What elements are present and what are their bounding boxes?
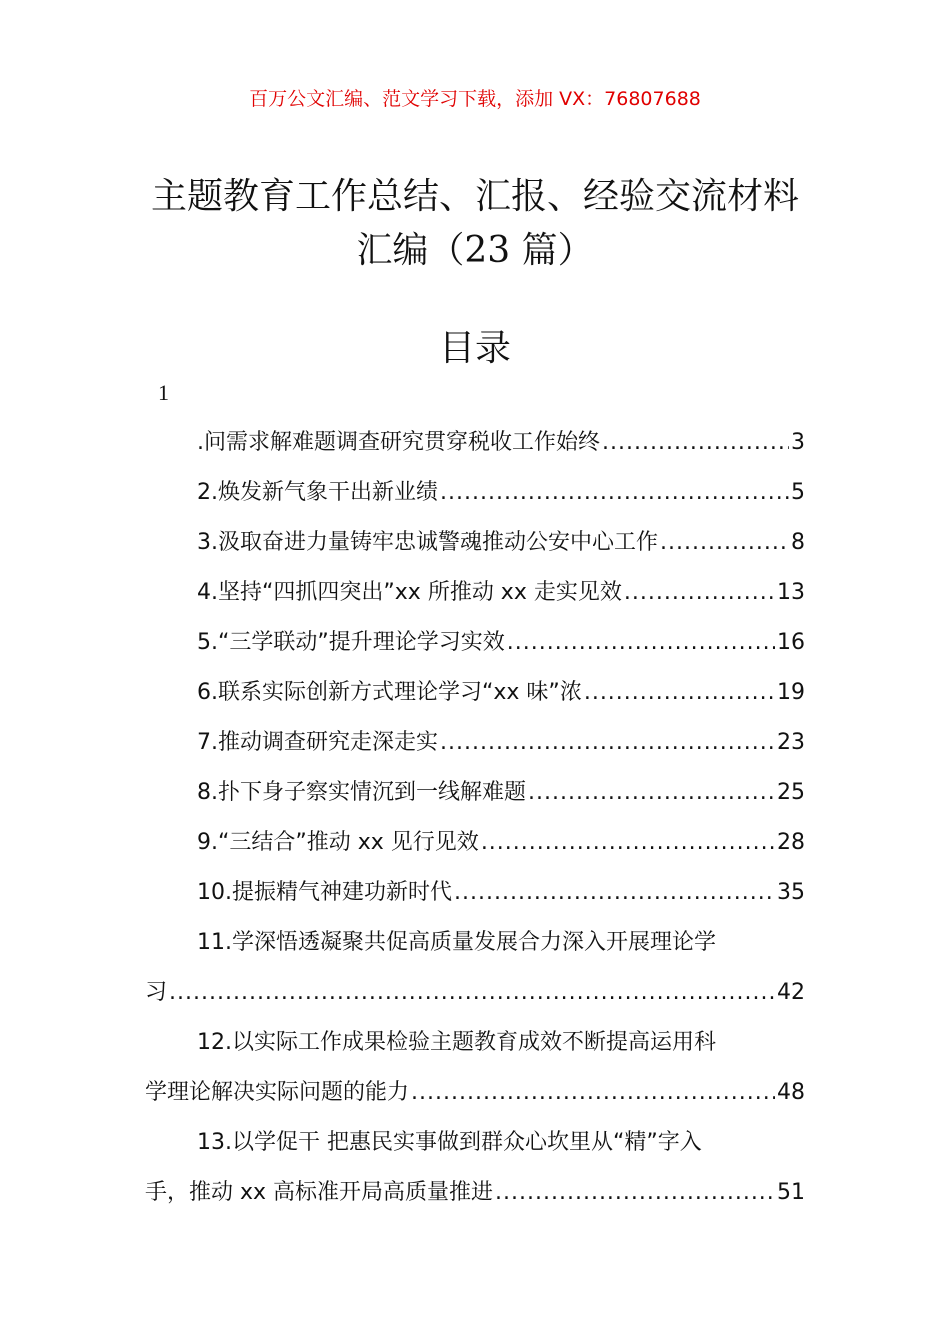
toc-entry-title: 7.推动调查研究走深走实: [197, 730, 438, 755]
toc-entry-page: 35: [777, 880, 805, 905]
toc-entry[interactable]: [145, 768, 805, 818]
toc-entry[interactable]: [145, 518, 805, 568]
toc-entry-title: 10.提振精气神建功新时代: [197, 880, 452, 905]
toc-entry-page: 13: [777, 580, 805, 605]
toc-entry-title: 5.“三学联动”提升理论学习实效: [197, 630, 505, 655]
toc-leader-dots: [169, 968, 775, 1018]
toc-entry-page: 28: [777, 830, 805, 855]
toc-leader-dots: [454, 868, 775, 918]
toc-entry-title-line-2: 学理论解决实际问题的能力: [145, 1080, 410, 1105]
toc-entry-page: 25: [777, 780, 805, 805]
toc-leader-dots: [507, 618, 775, 668]
toc-entry-page: 23: [777, 730, 805, 755]
toc-entry-multiline[interactable]: [145, 918, 805, 1018]
toc-entry-multiline[interactable]: [145, 1018, 805, 1118]
toc-entry-title: 9.“三结合”推动 xx 见行见效: [197, 830, 479, 855]
title-line-1: 主题教育工作总结、汇报、经验交流材料: [150, 176, 799, 217]
toc-entry[interactable]: [145, 418, 805, 468]
toc-leader-dots: [440, 718, 775, 768]
toc-entry[interactable]: [145, 568, 805, 618]
toc-entry-page: 3: [791, 430, 805, 455]
toc-entry[interactable]: [145, 818, 805, 868]
toc-entry-title-line-1: 13.以学促干 把惠民实事做到群众心坎里从“精”字入: [197, 1130, 702, 1155]
toc-entry-title-line-1: 12.以实际工作成果检验主题教育成效不断提高运用科: [197, 1030, 716, 1055]
stray-number: 1: [158, 380, 169, 405]
toc-leader-dots: [584, 668, 775, 718]
toc-entry-title: 6.联系实际创新方式理论学习“xx 味”浓: [197, 680, 582, 705]
toc-leader-dots: [440, 468, 789, 518]
toc-entry-title: 8.扑下身子察实情沉到一线解难题: [197, 780, 526, 805]
toc-leader-dots: [602, 418, 789, 468]
toc-entry-title: 3.汲取奋进力量铸牢忠诚警魂推动公安中心工作: [197, 530, 658, 555]
document-title: [0, 170, 950, 278]
toc-entry-page: 48: [777, 1080, 805, 1105]
toc-entry-title: .问需求解难题调查研究贯穿税收工作始终: [197, 430, 600, 455]
toc-entry-title-line-1: 11.学深悟透凝聚共促高质量发展合力深入开展理论学: [197, 930, 716, 955]
toc-entry-page: 16: [777, 630, 805, 655]
toc-entry[interactable]: [145, 468, 805, 518]
toc-entry[interactable]: [145, 868, 805, 918]
toc-entry[interactable]: [145, 618, 805, 668]
toc-entry-page: 5: [791, 480, 805, 505]
toc-leader-dots: [528, 768, 775, 818]
table-of-contents: [145, 418, 805, 1218]
toc-leader-dots: [624, 568, 775, 618]
toc-entry-page: 51: [777, 1180, 805, 1205]
toc-entry-title: 2.焕发新气象干出新业绩: [197, 480, 438, 505]
toc-entry-title: 4.坚持“四抓四突出”xx 所推动 xx 走实见效: [197, 580, 622, 605]
toc-heading: 目录: [438, 328, 511, 369]
toc-leader-dots: [495, 1168, 775, 1218]
toc-entry-multiline[interactable]: [145, 1118, 805, 1218]
title-line-2: 汇编（23 篇）: [356, 230, 594, 271]
toc-entry-page: 19: [777, 680, 805, 705]
toc-entry[interactable]: [145, 718, 805, 768]
watermark-text: 百万公文汇编、范文学习下载，添加 VX：76807688: [249, 88, 701, 110]
toc-entry-page: 8: [791, 530, 805, 555]
toc-entry-title-line-2: 习: [145, 980, 168, 1005]
toc-leader-dots: [481, 818, 775, 868]
toc-entry-title-line-2: 手，推动 xx 高标准开局高质量推进: [145, 1180, 494, 1205]
toc-leader-dots: [411, 1068, 775, 1118]
toc-leader-dots: [660, 518, 789, 568]
toc-entry[interactable]: [145, 668, 805, 718]
toc-entry-page: 42: [777, 980, 805, 1005]
